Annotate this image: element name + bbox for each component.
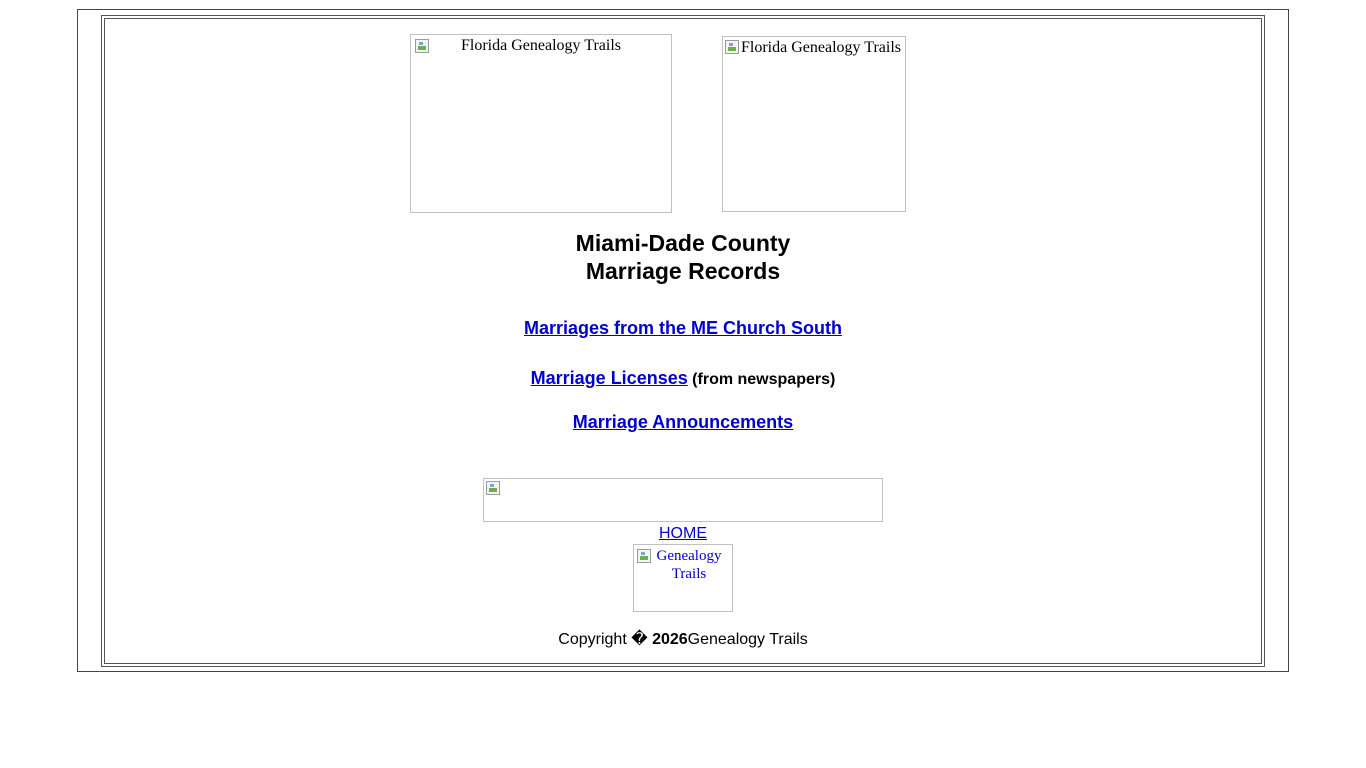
home-row: [104, 525, 1262, 543]
announcements-row: [104, 412, 1262, 433]
copyright-line: [104, 629, 1262, 649]
header-image-left-alt: Florida Genealogy Trails: [461, 37, 621, 54]
logo-alt-text: Genealogy Trails: [656, 548, 722, 582]
copyright-year: 2026: [652, 631, 688, 648]
licenses-row: [104, 368, 1262, 389]
copyright-owner: Genealogy Trails: [687, 631, 808, 648]
broken-image-icon: [637, 549, 651, 563]
page-title: [104, 229, 1262, 285]
church-south-row: [104, 318, 1262, 339]
genealogy-trails-logo-link[interactable]: [633, 544, 733, 612]
banner-image: [483, 478, 883, 522]
broken-image-icon: [486, 481, 500, 495]
licenses-suffix: (from newspapers): [687, 371, 836, 388]
page-title-line1: Miami-Dade County: [575, 230, 791, 256]
copyright-prefix: Copyright �: [558, 631, 653, 648]
marriage-announcements-link[interactable]: Marriage Announcements: [572, 412, 794, 432]
church-south-link[interactable]: Marriages from the ME Church South: [523, 318, 843, 338]
header-image-right: [722, 36, 906, 212]
broken-image-icon: [415, 39, 429, 53]
broken-image-icon: [725, 40, 739, 54]
page-title-line2: Marriage Records: [585, 258, 781, 284]
home-link[interactable]: HOME: [659, 525, 707, 542]
header-image-right-alt: Florida Genealogy Trails: [741, 39, 901, 56]
header-image-left: [410, 34, 672, 213]
marriage-licenses-link[interactable]: Marriage Licenses: [530, 368, 688, 388]
